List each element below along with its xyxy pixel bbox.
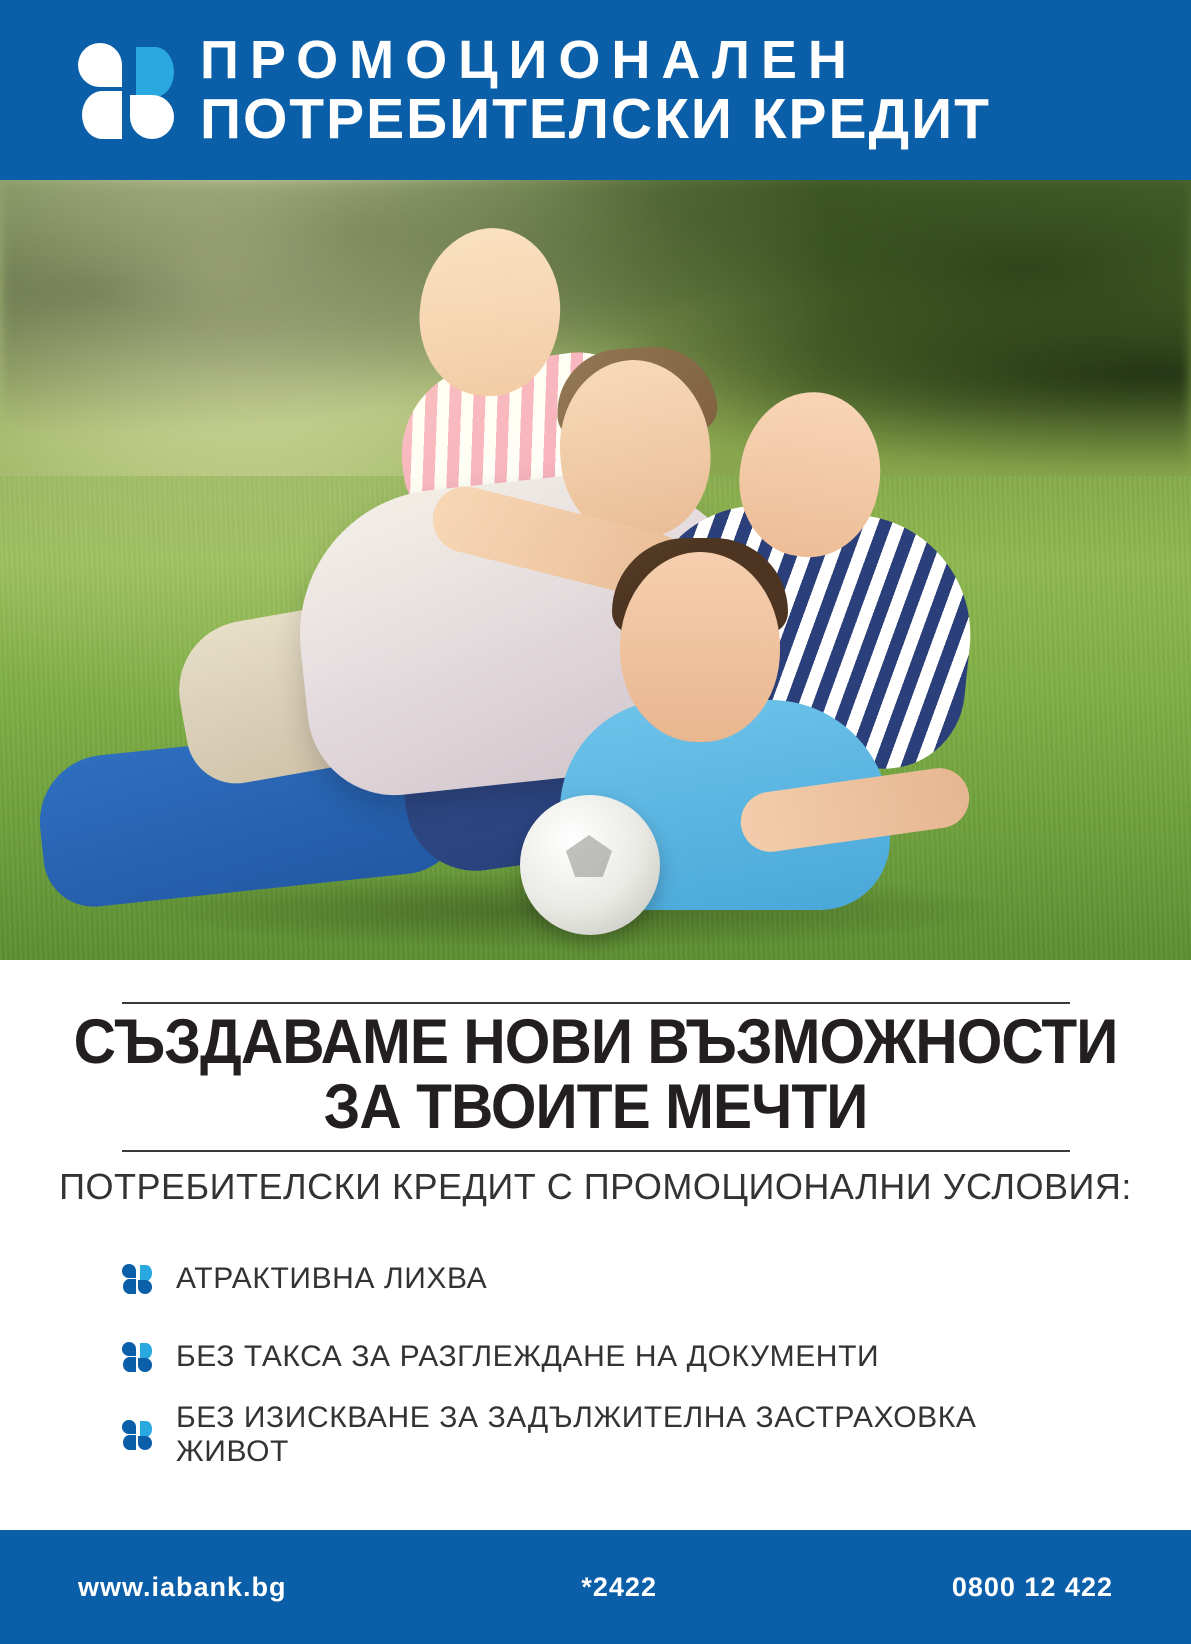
iabank-bullet-icon (122, 1420, 152, 1450)
hero-family-photo (0, 180, 1191, 960)
list-item (122, 1248, 1082, 1310)
header-title-block (200, 30, 991, 152)
poster-content (0, 960, 1191, 1530)
poster-header (0, 0, 1191, 180)
list-item-label: АТРАКТИВНА ЛИХВА (176, 1262, 488, 1295)
iabank-bullet-icon (122, 1264, 152, 1294)
footer-phone-number[interactable]: 0800 12 422 (951, 1571, 1113, 1602)
iabank-bullet-icon (122, 1342, 152, 1372)
poster-footer (0, 1530, 1191, 1644)
benefits-list (122, 1248, 1082, 1482)
divider-top (122, 1002, 1070, 1004)
divider-bottom (122, 1150, 1070, 1152)
header-title-line-2: ПОТРЕБИТЕЛСКИ КРЕДИТ (200, 87, 991, 152)
list-item (122, 1401, 1082, 1468)
headline-line-2: ЗА ТВОИТЕ МЕЧТИ (323, 1071, 868, 1142)
headline-line-1: СЪЗДАВАМЕ НОВИ ВЪЗМОЖНОСТИ (73, 1007, 1118, 1077)
iabank-logo-icon (78, 43, 174, 139)
page-title (42, 1007, 1150, 1142)
footer-short-number[interactable]: *2422 (581, 1571, 657, 1602)
footer-website-link[interactable]: www.iabank.bg (78, 1571, 287, 1602)
header-title-line-1: ПРОМОЦИОНАЛЕН (200, 30, 858, 91)
hero-boy-head (620, 552, 780, 742)
subheadline: ПОТРЕБИТЕЛСКИ КРЕДИТ С ПРОМОЦИОНАЛНИ УСЛОВИЯ: (59, 1166, 1132, 1207)
hero-soccer-ball (520, 795, 660, 935)
list-item (122, 1326, 1082, 1388)
list-item-label: БЕЗ ИЗИСКВАНЕ ЗА ЗАДЪЛЖИТЕЛНА ЗАСТРАХОВКА ЖИВОТ (176, 1401, 977, 1468)
list-item-label: БЕЗ ТАКСА ЗА РАЗГЛЕЖДАНЕ НА ДОКУМЕНТИ (176, 1340, 880, 1373)
